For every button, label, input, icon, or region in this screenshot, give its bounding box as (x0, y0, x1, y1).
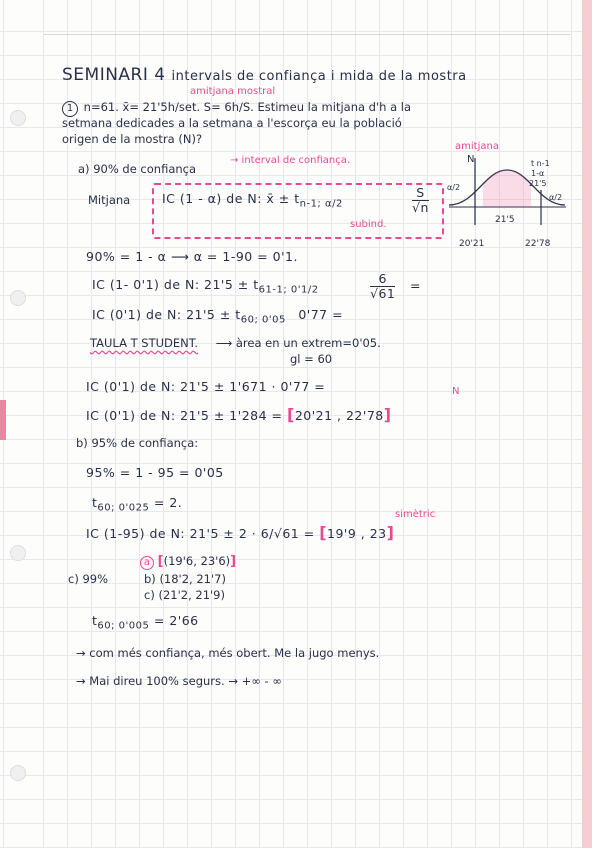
result-b: 19'9 , 23 (327, 526, 387, 541)
part-c-t-sub: 60; 0'005 (97, 620, 150, 632)
page-edge-strip (582, 0, 592, 848)
part-a-line-2-fraction (370, 272, 395, 301)
degrees-freedom: gl = 60 (290, 352, 333, 366)
option-a-mark: a (140, 556, 154, 570)
exercise-line-1 (62, 100, 411, 117)
ic-fraction (412, 186, 429, 215)
taula-note: ⟶ àrea en un extrem=0'05. (215, 336, 381, 350)
title-main: SEMINARI 4 (62, 65, 166, 85)
part-b-line-2 (92, 496, 182, 516)
title-pink-note: amitjana mostral (190, 86, 276, 97)
part-b-line-1: 95% = 1 - 95 = 0'05 (86, 465, 224, 480)
exercise-line-3: origen de la mostra (N)? (62, 132, 203, 146)
part-c-t-line (92, 614, 199, 634)
part-a-line-2 (92, 278, 319, 298)
part-a-line-3-sub: 60; 0'05 (240, 314, 286, 326)
graph-label-215: 21'5 (529, 179, 547, 188)
graph-label-a2-right: α/2 (549, 193, 563, 202)
part-a-line-5: IC (0'1) de N: 21'5 ± 1'284 = [20'21 , 22'78] (86, 405, 392, 424)
ic-formula-text: IC (1 - α) de N: x̄ ± t (162, 191, 300, 206)
subind-note: subind. (350, 219, 387, 230)
taula-label (90, 336, 381, 350)
part-a-label: a) 90% de confiança (78, 162, 197, 176)
normal-curve-sketch (445, 150, 570, 260)
part-a-line-3 (92, 308, 343, 328)
note-2: → Mai direu 100% segurs. → +∞ - ∞ (76, 674, 282, 688)
graph-label-right: 22'78 (525, 239, 551, 249)
line2-frac-den: √61 (370, 286, 396, 301)
part-a-line-2-text: IC (1- 0'1) de N: 21'5 ± t (92, 277, 259, 292)
part-b-line-3: IC (1-95) de N: 21'5 ± 2 · 6/√61 = [19'9 , 23] (86, 523, 395, 542)
graph-label-n: N (467, 154, 475, 165)
binder-hole (10, 290, 26, 306)
graph-label-mid: 21'5 (495, 215, 515, 225)
part-c-option-a: a [(19'6, 23'6)] (140, 554, 236, 570)
arrow-n-note: N (452, 386, 460, 397)
binder-hole (10, 110, 26, 126)
part-a-line-3-end: 0'77 = (298, 307, 344, 322)
part-c-t-prefix: t (92, 613, 98, 628)
part-b-line-2-prefix: t (92, 495, 98, 510)
part-c-label: c) 99% (68, 572, 109, 586)
part-b-label: b) 95% de confiança: (76, 436, 199, 450)
side-tab (0, 400, 6, 440)
part-a-pink-note: → interval de confiança. (230, 155, 351, 166)
part-a-line-4: IC (0'1) de N: 21'5 ± 1'671 · 0'77 = (86, 379, 326, 394)
graph-label-1a: 1-α (531, 169, 545, 178)
binder-hole (10, 545, 26, 561)
part-a-line-5-text: IC (0'1) de N: 21'5 ± 1'284 = (86, 408, 283, 423)
graph-label-left: 20'21 (459, 239, 485, 249)
result-a: 20'21 , 22'78 (294, 408, 384, 423)
part-b-line-3-text: IC (1-95) de N: 21'5 ± 2 · 6/√61 = (86, 526, 315, 541)
ic-formula-sub: n-1; α/2 (299, 198, 343, 210)
part-b-line-2-sub: 60; 0'025 (97, 502, 150, 514)
ic-formula (162, 192, 343, 212)
part-a-line-2-sub: 61-1; 0'1/2 (258, 284, 319, 296)
curve-area (483, 170, 531, 207)
mitjana-label: Mitjana (88, 193, 131, 207)
note-1: → com més confiança, més obert. Me la jugo menys. (76, 646, 380, 660)
part-c-t-end: = 2'66 (153, 613, 199, 628)
pink-mitjana-note: amitjana (455, 141, 499, 152)
ic-frac-den: √n (412, 200, 429, 215)
exercise-number: 1 (62, 101, 78, 117)
graph-label-tn1: t n-1 (531, 159, 550, 168)
simetric-note: simètric (395, 509, 436, 520)
ic-frac-num: S (412, 186, 429, 201)
part-b-line-2-end: = 2. (153, 495, 183, 510)
part-a-line-3-text: IC (0'1) de N: 21'5 ± t (92, 307, 241, 322)
exercise-given: n=61. x̄= 21'5h/set. S= 6h/S. Estimeu la mitjana d'h a la (83, 100, 412, 114)
part-c-option-b: b) (18'2, 21'7) (144, 572, 226, 586)
part-a-line-2-end: = (410, 278, 421, 293)
top-rule (44, 34, 570, 35)
taula-text: TAULA T STUDENT. (90, 336, 199, 350)
line2-frac-num: 6 (370, 272, 395, 287)
title-subtitle: intervals de confiança i mida de la mostra (171, 69, 467, 84)
page-title (62, 65, 467, 85)
part-c-option-c: c) (21'2, 21'9) (144, 588, 225, 602)
option-a-text: (19'6, 23'6) (163, 554, 231, 568)
exercise-line-2: setmana dedicades a la setmana a l'escorça eu la població (62, 116, 402, 130)
binder-hole (10, 765, 26, 781)
part-a-line-1: 90% = 1 - α ⟶ α = 1-90 = 0'1. (86, 249, 298, 264)
graph-label-a2-left: α/2 (447, 183, 461, 192)
